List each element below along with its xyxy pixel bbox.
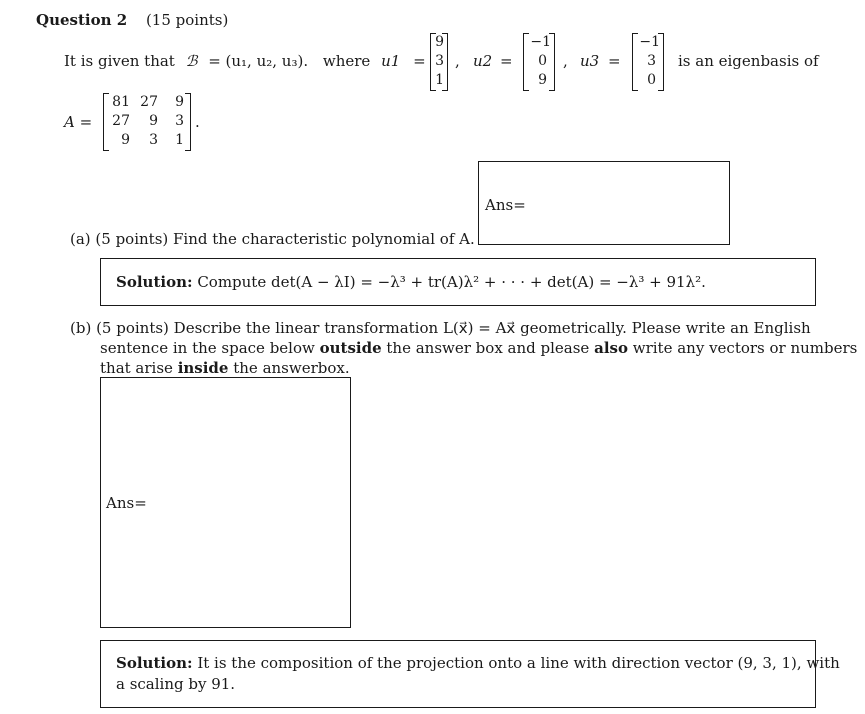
u1-entry: 9 — [435, 34, 444, 50]
part-a-solution-label: Solution: — [116, 273, 193, 291]
matrix-a — [103, 93, 191, 151]
part-b-solution-box — [100, 640, 840, 708]
part-b-prompt-line1: (b) (5 points) Describe the linear transformation L(x⃗) = Ax⃗ geometrically. Please write an English — [70, 319, 811, 337]
equals-sign: = — [413, 52, 426, 70]
part-b-solution-text: It is the composition of the projection onto a line with direction vector (9, 3, 1), with — [197, 654, 840, 672]
u2-entry: 0 — [538, 53, 547, 69]
u2-vector — [523, 33, 555, 91]
u3-vector — [632, 33, 664, 91]
where-word: where — [322, 52, 371, 70]
part-a-solution-box — [100, 258, 816, 306]
question-points: (15 points) — [145, 11, 229, 29]
part-b-solution-line2: a scaling by 91. — [116, 675, 236, 693]
basis-definition: = (u₁, u₂, u₃). — [208, 52, 309, 70]
matrix-a-entry: 9 — [121, 132, 130, 148]
u2-entry: 9 — [538, 72, 547, 88]
matrix-a-entry: 9 — [175, 94, 184, 110]
part-b-answer-label: Ans= — [106, 494, 147, 512]
part-b-answer-box[interactable] — [100, 377, 351, 628]
part-b-solution-line1 — [116, 654, 840, 672]
prompt-bold: outside — [319, 339, 382, 357]
matrix-a-entry: 27 — [112, 113, 130, 129]
prompt-text: write any vectors or numbers — [627, 339, 858, 357]
basis-symbol: ℬ — [185, 52, 198, 70]
matrix-a-entry: 3 — [149, 132, 158, 148]
u1-label: u1 — [381, 52, 401, 70]
matrix-a-entry: 3 — [175, 113, 184, 129]
prompt-text: the answerbox. — [228, 359, 350, 377]
u3-entry: −1 — [639, 34, 660, 50]
part-a-solution — [116, 273, 706, 291]
question-header — [36, 11, 228, 29]
u3-label: u3 — [580, 52, 600, 70]
part-a-answer-box[interactable] — [478, 161, 730, 245]
intro-prefix: It is given that — [64, 52, 175, 70]
intro-text — [64, 52, 426, 70]
prompt-text: sentence in the space below — [100, 339, 320, 357]
u2-entry: −1 — [530, 34, 551, 50]
prompt-text: the answer box and please — [381, 339, 595, 357]
comma: , — [563, 52, 568, 70]
question-number: Question 2 — [36, 11, 128, 29]
matrix-a-entry: 9 — [149, 113, 158, 129]
u2-label: u2 — [473, 52, 493, 70]
u1-entry: 3 — [435, 53, 444, 69]
matrix-a-entry: 27 — [140, 94, 158, 110]
u3-entry: 3 — [647, 53, 656, 69]
part-b-prompt-line2 — [100, 339, 857, 357]
part-b-prompt-line3 — [100, 359, 350, 377]
part-a-solution-text: Compute det(A − λI) = −λ³ + tr(A)λ² + · · · + det(A) = −λ³ + 91λ². — [197, 273, 706, 291]
prompt-text: that arise — [100, 359, 178, 377]
prompt-bold: also — [594, 339, 628, 357]
matrix-a-label: A = — [64, 113, 93, 131]
part-b-solution-label: Solution: — [116, 654, 193, 672]
equals-sign: = — [500, 52, 513, 70]
matrix-a-entry: 1 — [175, 132, 184, 148]
u1-entry: 1 — [435, 72, 444, 88]
u1-vector — [430, 33, 448, 91]
matrix-a-entry: 81 — [112, 94, 130, 110]
part-a-prompt: (a) (5 points) Find the characteristic polynomial of A. — [70, 230, 475, 248]
prompt-bold: inside — [177, 359, 229, 377]
part-a-answer-label: Ans= — [485, 196, 526, 214]
matrix-a-period: . — [195, 113, 200, 131]
intro-suffix: is an eigenbasis of — [678, 52, 819, 70]
comma: , — [455, 52, 460, 70]
equals-sign: = — [608, 52, 621, 70]
u3-entry: 0 — [647, 72, 656, 88]
